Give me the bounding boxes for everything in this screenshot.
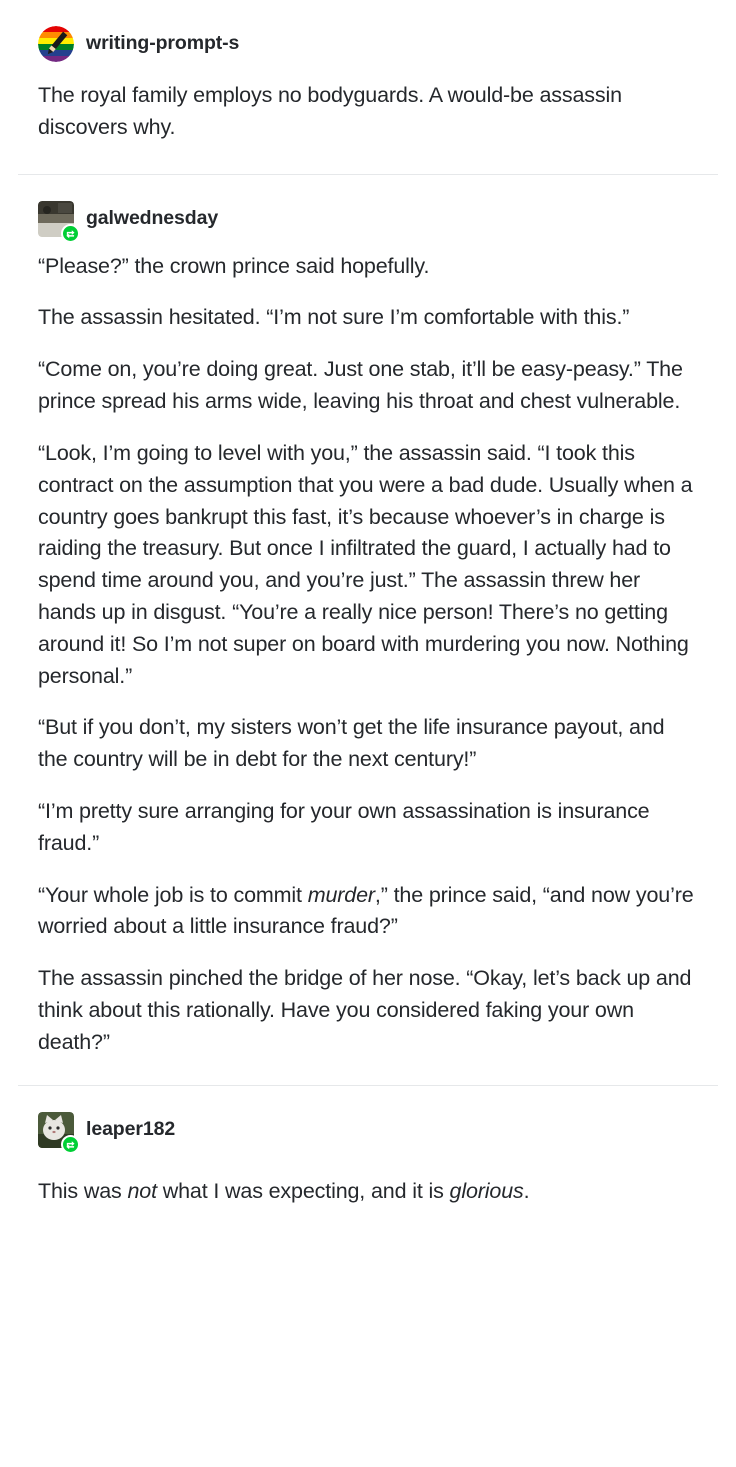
reblog-icon [61,1135,80,1154]
post-header-writing-prompt-s[interactable] [0,0,736,68]
post-body-2 [0,243,736,1085]
post-body-3 [0,1154,736,1248]
paragraph: The assassin pinched the bridge of her nose. “Okay, let’s back up and think about this rationally. Have you considered faking your own death?” [38,966,692,1054]
paragraph-text: “Your whole job is to commit [38,882,308,907]
paragraph [38,880,698,944]
paragraph-text: This was [38,1178,128,1203]
paragraph: “Look, I’m going to level with you,” the assassin said. “I took this contract on the assumption that you were a bad dude. Usually when a country goes bankrupt this fast, it’s because whoever’s in charge is raiding the treasury. But once I infiltrated the guard, I actually had to spend time around you, and you’re just.” The assassin threw her hands up in disgust. “You’re a really nice person! There’s no getting around it! So I’m not super on board with murdering you now. Nothing personal.” [38,440,693,688]
paragraph [38,1176,698,1208]
post-body-1 [0,68,736,174]
paragraph: The royal family employs no bodyguards. A would-be assassin discovers why. [38,83,622,139]
emphasis-glorious: glorious [449,1178,524,1203]
paragraph: “Come on, you’re doing great. Just one stab, it’ll be easy-peasy.” The prince spread his arms wide, leaving his throat and chest vulnerable. [38,357,683,414]
emphasis-not: not [127,1178,157,1203]
paragraph-text: . [523,1178,530,1203]
paragraph: “But if you don’t, my sisters won’t get the life insurance payout, and the country will be in debt for the next century!” [38,715,665,772]
post-author-name[interactable]: leaper182 [86,1117,176,1140]
reblog-icon [61,224,80,243]
post-header-leaper182[interactable] [0,1086,736,1154]
post-author-name[interactable]: writing-prompt-s [86,32,240,55]
paragraph: “I’m pretty sure arranging for your own assassination is insurance fraud.” [38,799,650,855]
emphasis-murder: murder [307,882,375,907]
post-header-galwednesday[interactable] [0,175,736,243]
avatar-wrap[interactable] [38,26,74,62]
paragraph-text: ,” the prince said, “and now you’re worried about a little insurance fraud?” [38,882,694,939]
paragraph: The assassin hesitated. “I’m not sure I’m comfortable with this.” [38,305,630,330]
post-author-name[interactable]: galwednesday [86,206,219,229]
paragraph: “Please?” the crown prince said hopefully. [38,253,430,278]
rainbow-pencil-avatar[interactable] [38,26,74,62]
avatar-wrap[interactable] [38,201,74,237]
avatar-wrap[interactable] [38,1112,74,1148]
paragraph-text: what I was expecting, and it is [156,1178,450,1203]
